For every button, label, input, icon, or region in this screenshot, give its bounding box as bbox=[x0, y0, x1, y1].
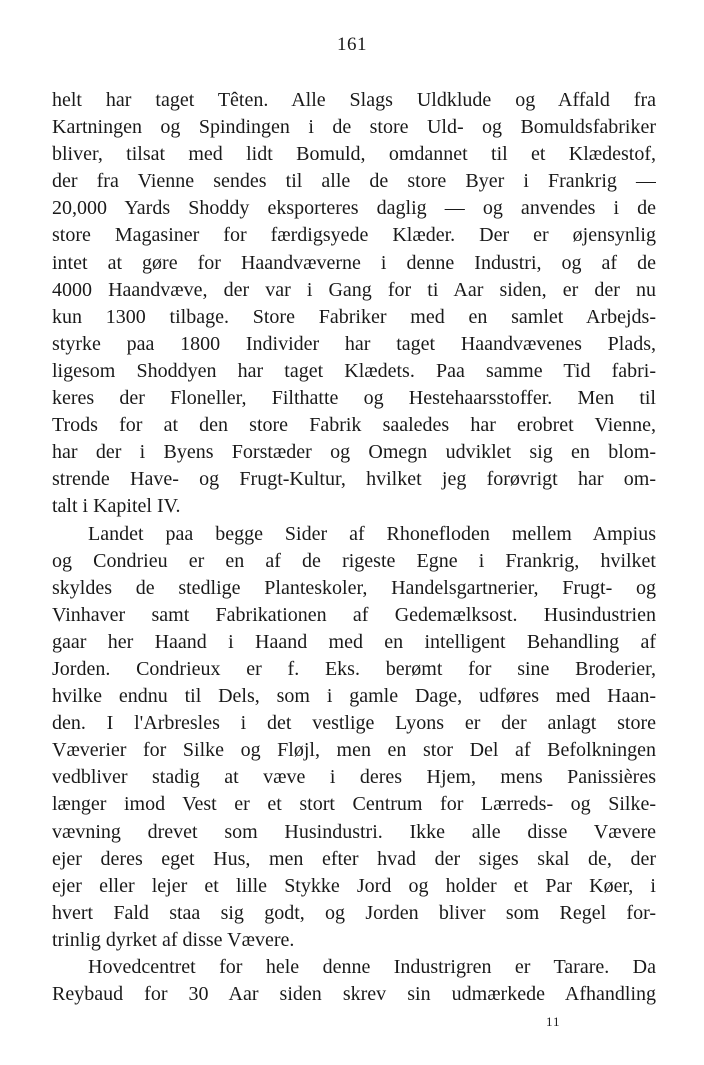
signature-mark: 11 bbox=[546, 1014, 561, 1029]
paragraph-end-line: trinlig dyrket af disse Vævere. bbox=[52, 928, 295, 951]
text-line: helt har taget Têten. Alle Slags Uldklude og Affald fra bbox=[52, 89, 656, 111]
text-line: Vinhaver samt Fabrikationen af Gedemælksost. Husindustrien bbox=[52, 603, 656, 626]
text-line: hvert Fald staa sig godt, og Jorden bliver som Regel for- bbox=[52, 901, 656, 924]
text-line: vævning drevet som Husindustri. Ikke alle disse Vævere bbox=[52, 820, 656, 843]
text-line: ejer eller lejer et lille Stykke Jord og holder et Par Køer, i bbox=[52, 874, 656, 897]
text-line: ejer deres eget Hus, men efter hvad der siges skal de, der bbox=[52, 847, 656, 870]
text-line: skyldes de stedlige Planteskoler, Handelsgartnerier, Frugt- og bbox=[52, 576, 656, 599]
paragraph-start-line: Landet paa begge Sider af Rhonefloden mellem Ampius bbox=[88, 522, 656, 545]
text-line: ligesom Shoddyen har taget Klædets. Paa samme Tid fabri- bbox=[52, 359, 656, 382]
text-line: Reybaud for 30 Aar siden skrev sin udmærkede Afhandling bbox=[52, 983, 656, 1006]
text-line: styrke paa 1800 Individer har taget Haandvævenes Plads, bbox=[52, 332, 656, 355]
text-line: den. I l'Arbresles i det vestlige Lyons er der anlagt store bbox=[52, 712, 656, 735]
text-line: Jorden. Condrieux er f. Eks. berømt for sine Broderier, bbox=[52, 657, 656, 680]
page-number: 161 bbox=[337, 34, 367, 55]
text-line: keres der Floneller, Filthatte og Hestehaarsstoffer. Men til bbox=[52, 387, 656, 410]
text-line: har der i Byens Forstæder og Omegn udviklet sig en blom- bbox=[52, 441, 656, 464]
paragraph-end-line: talt i Kapitel IV. bbox=[52, 495, 181, 518]
text-line: kun 1300 tilbage. Store Fabriker med en samlet Arbejds- bbox=[52, 305, 656, 328]
paragraph-start-line: Hovedcentret for hele denne Industrigren er Tarare. Da bbox=[88, 956, 656, 978]
text-line: bliver, tilsat med lidt Bomuld, omdannet til et Klædestof, bbox=[52, 143, 656, 166]
text-line: længer imod Vest er et stort Centrum for Lærreds- og Silke- bbox=[52, 793, 656, 816]
text-line: 4000 Haandvæve, der var i Gang for ti Aar siden, er der nu bbox=[52, 278, 656, 301]
text-line: der fra Vienne sendes til alle de store Byer i Frankrig — bbox=[52, 170, 656, 193]
text-line: store Magasiner for færdigsyede Klæder. Der er øjensynlig bbox=[52, 224, 656, 247]
text-line: gaar her Haand i Haand med en intelligent Behandling af bbox=[52, 630, 656, 653]
text-line: Væverier for Silke og Fløjl, men en stor Del af Befolkningen bbox=[52, 739, 656, 762]
text-line: Trods for at den store Fabrik saaledes har erobret Vienne, bbox=[52, 414, 656, 437]
body-text bbox=[52, 87, 656, 1008]
text-line: Kartningen og Spindingen i de store Uld- og Bomuldsfabriker bbox=[52, 116, 656, 139]
text-line: vedbliver stadig at væve i deres Hjem, mens Panissières bbox=[52, 766, 656, 789]
text-line: og Condrieu er en af de rigeste Egne i Frankrig, hvilket bbox=[52, 549, 656, 572]
text-line: strende Have- og Frugt-Kultur, hvilket jeg forøvrigt har om- bbox=[52, 468, 656, 491]
text-line: 20,000 Yards Shoddy eksporteres daglig — og anvendes i de bbox=[52, 197, 656, 220]
text-line: hvilke endnu til Dels, som i gamle Dage, udføres med Haan- bbox=[52, 685, 656, 708]
text-line: intet at gøre for Haandvæverne i denne Industri, og af de bbox=[52, 251, 656, 274]
